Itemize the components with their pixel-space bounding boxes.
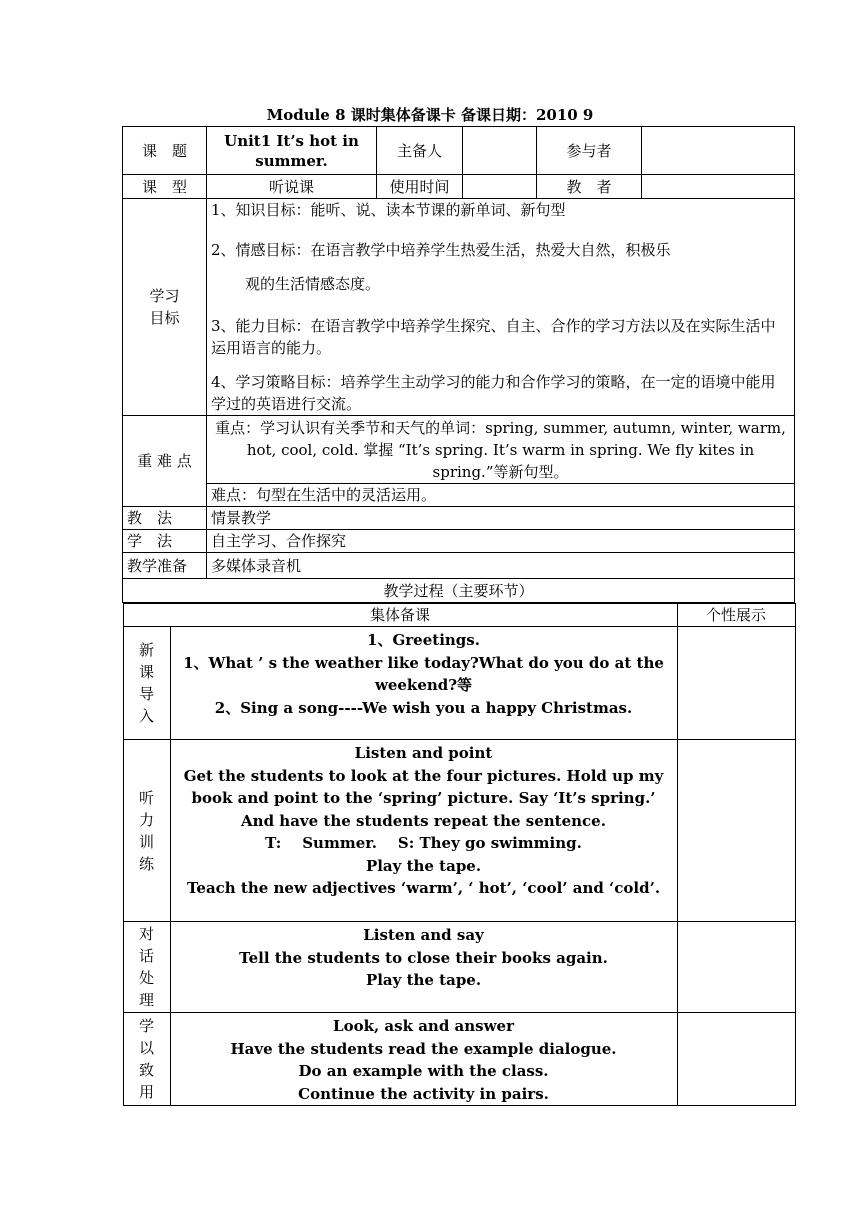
section-label-intro: 新 课 导 入 [123,627,170,740]
objective-ability: 3、能力目标：在语言教学中培养学生探究、自主、合作的学习方法以及在实际生活中运用语言的能力。 [211,317,776,357]
dialogue-line-2: Tell the students to close their books again. [239,948,608,967]
learning-method-label: 学 法 [123,530,207,553]
key-difficulty: 难点：句型在生活中的灵活运用。 [207,484,795,507]
section-content-intro [170,627,677,740]
section-label-listening: 听 力 训 练 [123,740,170,922]
lesson-plan-table [122,126,795,1106]
personal-display-header: 个性展示 [677,604,795,627]
objective-emotion: 2、情感目标：在语言教学中培养学生热爱生活，热爱大自然，积极乐 [211,241,671,259]
teaching-prep-value: 多媒体录音机 [207,553,795,579]
teaching-prep-label: 教学准备 [123,553,207,579]
process-table [123,603,796,1106]
learning-method-value: 自主学习、合作探究 [207,530,795,553]
collective-prep-header: 集体备课 [123,604,677,627]
process-title: 教学过程（主要环节） [123,579,795,603]
personal-cell-intro [677,627,795,740]
lead-preparer-label: 主备人 [377,127,463,175]
application-line-2: Have the students read the example dialogue. [230,1039,617,1058]
personal-cell-listening [677,740,795,922]
section-content-application [170,1013,677,1106]
application-line-4: Continue the activity in pairs. [298,1084,549,1103]
lead-preparer-value [463,127,537,175]
application-line-1: Look, ask and answer [333,1017,514,1035]
participants-label: 参与者 [537,127,642,175]
dialogue-line-3: Play the tape. [365,971,482,989]
objective-strategy: 4、学习策略目标：培养学生主动学习的能力和合作学习的策略，在一定的语境中能用学过的英语进行交流。 [211,373,776,413]
topic-value: Unit1 It’s hot in summer. [207,127,377,175]
personal-cell-dialogue [677,922,795,1013]
objective-emotion-cont: 观的生活情感态度。 [245,275,381,293]
section-content-listening [170,740,677,922]
intro-line-1: 1、Greetings. [367,631,480,649]
usage-time-label: 使用时间 [377,175,463,199]
section-label-application: 学 以 致 用 [123,1013,170,1106]
objectives-content [207,199,795,416]
key-focus: 重点：学习认识有关季节和天气的单词：spring, summer, autumn, winter, warm, hot, cool, cold. 掌握 “It’s spring. It’s warm in spring. We fly kites in spring.”等新句型。 [207,416,795,484]
application-line-3: Do an example with the class. [298,1062,549,1080]
lesson-type-label: 课 型 [123,175,207,199]
objectives-label: 学习 目标 [123,199,207,416]
section-label-dialogue: 对 话 处 理 [123,922,170,1013]
intro-line-2: 1、What ’ s the weather like today?What do you do at the weekend?等 [183,653,664,694]
page-title: Module 8 课时集体备课卡 备课日期：2010 9 [266,106,594,124]
key-points-label: 重 难 点 [123,416,207,507]
dialogue-line-1: Listen and say [363,926,484,944]
listening-line-1: Listen and point [354,744,493,762]
listening-line-2: Get the students to look at the four pictures. Hold up my book and point to the ‘spring’ picture. Say ‘It’s spring.’ And have the students repeat the sentence. [183,766,664,830]
section-content-dialogue [170,922,677,1013]
teaching-method-value: 情景教学 [207,507,795,530]
participants-value [642,127,795,175]
listening-line-3: T: Summer. S: They go swimming. [265,834,582,852]
objective-knowledge: 1、知识目标：能听、说、读本节课的新单词、新句型 [211,201,566,219]
teaching-method-label: 教 法 [123,507,207,530]
personal-cell-application [677,1013,795,1106]
lesson-type-value: 听说课 [207,175,377,199]
listening-line-4: Play the tape. [365,856,482,875]
listening-line-5: Teach the new adjectives ‘warm’, ‘ hot’, ‘cool’ and ‘cold’. [186,879,661,897]
topic-label: 课 题 [123,127,207,175]
usage-time-value [463,175,537,199]
teacher-label: 教 者 [537,175,642,199]
teacher-value [642,175,795,199]
intro-line-3: 2、Sing a song----We wish you a happy Christmas. [214,698,633,717]
